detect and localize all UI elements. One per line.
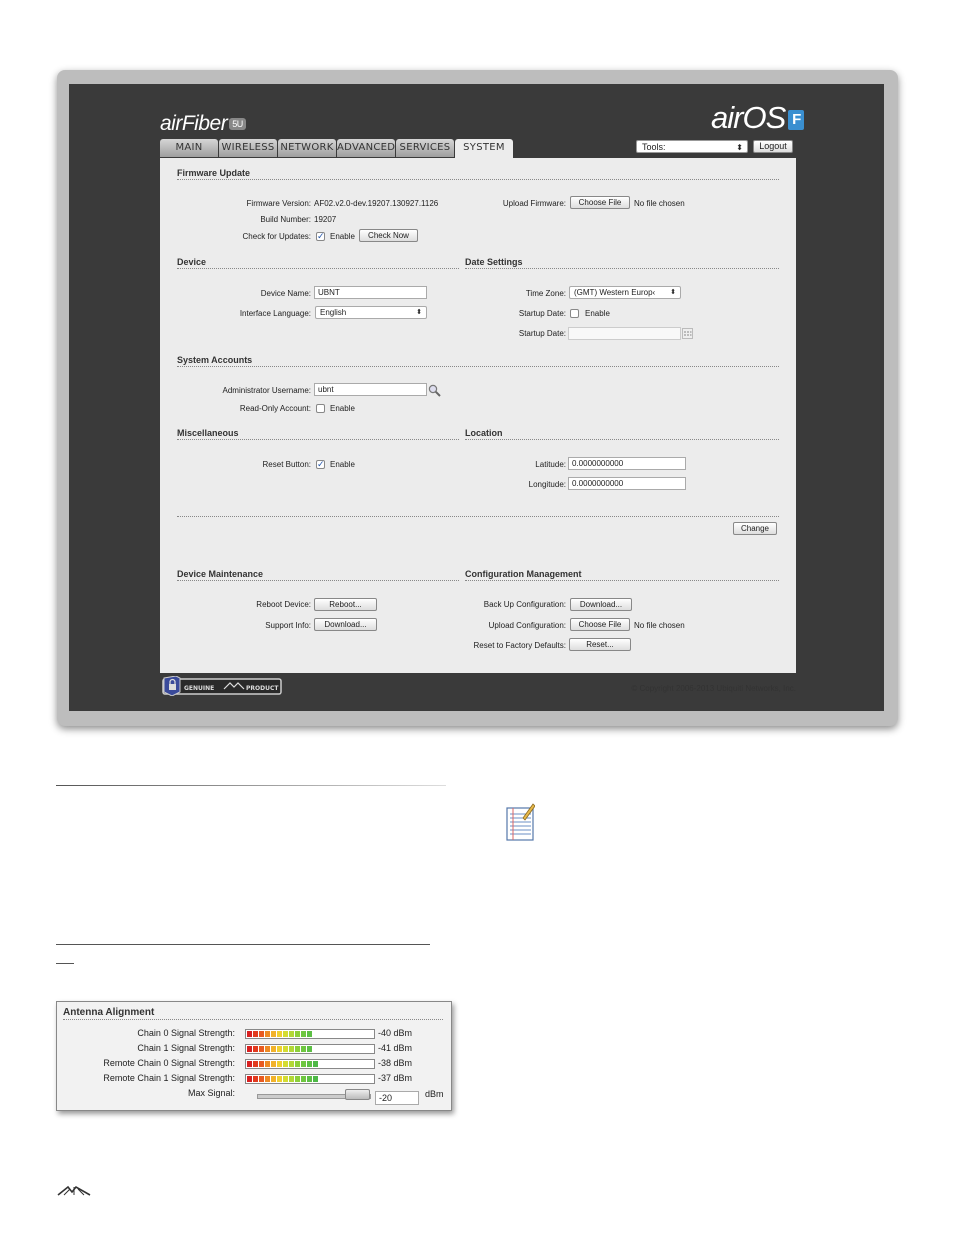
meter-segment xyxy=(265,1046,270,1052)
meter-segment xyxy=(319,1046,324,1052)
meter-segment xyxy=(253,1061,258,1067)
remote-chain0-signal-meter xyxy=(245,1059,375,1069)
meter-segment xyxy=(289,1061,294,1067)
meter-segment xyxy=(307,1061,312,1067)
tab-system[interactable]: SYSTEM xyxy=(455,139,513,158)
select-arrows-icon: ⬍ xyxy=(670,289,676,296)
meter-segment xyxy=(325,1061,330,1067)
chain1-signal-value: -41 dBm xyxy=(378,1043,413,1053)
check-updates-enable-label: Enable xyxy=(330,232,355,241)
antenna-alignment-title: Antenna Alignment xyxy=(63,1007,155,1018)
max-signal-unit: dBm xyxy=(425,1089,444,1099)
remote-chain1-signal-label: Remote Chain 1 Signal Strength: xyxy=(103,1073,235,1083)
meter-segment xyxy=(271,1076,276,1082)
startup-date-checkbox[interactable] xyxy=(570,309,579,318)
remote-chain1-signal-value: -37 dBm xyxy=(378,1073,413,1083)
divider xyxy=(465,439,779,440)
check-now-button[interactable]: Check Now xyxy=(359,229,418,242)
meter-segment xyxy=(301,1031,306,1037)
meter-segment xyxy=(301,1076,306,1082)
factory-reset-label: Reset to Factory Defaults: xyxy=(473,641,566,650)
genuine-product-badge xyxy=(162,676,282,696)
chain1-signal-label: Chain 1 Signal Strength: xyxy=(137,1043,235,1053)
factory-reset-button[interactable]: Reset... xyxy=(569,638,631,651)
divider xyxy=(465,268,779,269)
backup-config-download-button[interactable]: Download... xyxy=(570,598,632,611)
airos-logo: airOS F xyxy=(711,100,804,136)
longitude-input[interactable]: 0.0000000000 xyxy=(568,477,686,490)
meter-segment xyxy=(295,1061,300,1067)
remote-chain0-signal-value: -38 dBm xyxy=(378,1058,413,1068)
meter-segment xyxy=(325,1046,330,1052)
max-signal-input[interactable]: -20 xyxy=(375,1091,419,1105)
meter-segment xyxy=(313,1076,318,1082)
remote-chain1-signal-meter xyxy=(245,1074,375,1084)
reset-button-checkbox[interactable]: ✓ xyxy=(317,459,325,469)
meter-segment xyxy=(289,1031,294,1037)
check-updates-label: Check for Updates: xyxy=(242,232,311,241)
copyright-text: © Copyright 2006-2013 Ubiquiti Networks, Inc. xyxy=(631,684,796,693)
startup-date-enable-text: Enable xyxy=(585,309,610,318)
divider xyxy=(177,439,459,440)
upload-firmware-label: Upload Firmware: xyxy=(502,199,566,208)
meter-segment xyxy=(289,1046,294,1052)
meter-segment xyxy=(289,1076,294,1082)
airfiber-logo: airFiber 5U xyxy=(160,112,246,136)
meter-segment xyxy=(325,1031,330,1037)
max-signal-label: Max Signal: xyxy=(187,1088,235,1098)
interface-language-label: Interface Language: xyxy=(239,309,311,318)
build-number-label: Build Number: xyxy=(260,215,311,224)
longitude-label: Longitude: xyxy=(528,480,566,489)
meter-segment xyxy=(319,1031,324,1037)
device-name-input[interactable]: UBNT xyxy=(314,286,427,299)
check-updates-checkbox[interactable]: ✓ xyxy=(317,231,325,241)
select-arrows-icon: ⬍ xyxy=(736,143,743,152)
time-zone-label: Time Zone: xyxy=(525,289,566,298)
chain1-signal-meter xyxy=(245,1044,375,1054)
meter-segment xyxy=(295,1076,300,1082)
chain0-signal-label: Chain 0 Signal Strength: xyxy=(137,1028,235,1038)
heading-rule xyxy=(56,963,74,964)
meter-segment xyxy=(325,1076,330,1082)
heading-rule xyxy=(56,785,446,786)
tab-network[interactable]: NETWORK xyxy=(278,139,336,157)
meter-segment xyxy=(271,1031,276,1037)
section-title-accounts: System Accounts xyxy=(177,355,253,365)
section-title-firmware: Firmware Update xyxy=(177,168,251,178)
support-info-label: Support Info: xyxy=(265,621,311,630)
meter-segment xyxy=(259,1061,264,1067)
upload-config-label: Upload Configuration: xyxy=(488,621,566,630)
divider xyxy=(465,580,779,581)
section-title-config: Configuration Management xyxy=(465,569,582,579)
read-only-enable-text: Enable xyxy=(330,404,355,413)
meter-segment xyxy=(247,1076,252,1082)
main-tabs xyxy=(160,139,514,158)
meter-segment xyxy=(247,1061,252,1067)
section-title-location: Location xyxy=(465,428,503,438)
startup-date-input[interactable] xyxy=(568,327,681,340)
meter-segment xyxy=(313,1061,318,1067)
section-title-maintenance: Device Maintenance xyxy=(177,569,264,579)
meter-segment xyxy=(253,1031,258,1037)
chain0-signal-meter xyxy=(245,1029,375,1039)
divider xyxy=(177,268,459,269)
interface-language-select[interactable]: English ⬍ xyxy=(315,306,427,319)
read-only-account-checkbox[interactable] xyxy=(316,404,325,413)
meter-segment xyxy=(295,1046,300,1052)
meter-segment xyxy=(271,1061,276,1067)
product-label: PRODUCT xyxy=(246,685,279,692)
meter-segment xyxy=(301,1061,306,1067)
note-icon xyxy=(503,802,535,842)
firmware-file-status: No file chosen xyxy=(634,199,685,208)
meter-segment xyxy=(253,1076,258,1082)
read-only-account-label: Read-Only Account: xyxy=(239,404,311,413)
chain0-signal-value: -40 dBm xyxy=(378,1028,413,1038)
section-title-device: Device xyxy=(177,257,207,267)
meter-segment xyxy=(283,1031,288,1037)
meter-segment xyxy=(271,1046,276,1052)
backup-config-label: Back Up Configuration: xyxy=(483,600,566,609)
meter-segment xyxy=(313,1046,318,1052)
latitude-label: Latitude: xyxy=(535,460,566,469)
antenna-alignment-panel xyxy=(56,1001,452,1111)
meter-segment xyxy=(277,1061,282,1067)
meter-segment xyxy=(307,1031,312,1037)
genuine-label: GENUINE xyxy=(184,685,215,692)
meter-segment xyxy=(319,1076,324,1082)
tab-advanced[interactable]: ADVANCED xyxy=(337,139,395,157)
divider xyxy=(63,1019,443,1020)
calendar-icon[interactable] xyxy=(682,328,693,339)
meter-segment xyxy=(283,1061,288,1067)
change-button[interactable]: Change xyxy=(733,522,777,535)
startup-date-label: Startup Date: xyxy=(518,329,566,338)
tab-wireless[interactable]: WIRELESS xyxy=(219,139,277,157)
admin-username-input[interactable]: ubnt xyxy=(314,383,427,396)
meter-segment xyxy=(265,1031,270,1037)
meter-segment xyxy=(259,1076,264,1082)
magnifier-icon[interactable] xyxy=(428,384,441,397)
meter-segment xyxy=(307,1046,312,1052)
device-name-label: Device Name: xyxy=(260,289,311,298)
meter-segment xyxy=(277,1046,282,1052)
meter-segment xyxy=(307,1076,312,1082)
build-number-value: 19207 xyxy=(314,215,337,224)
meter-segment xyxy=(247,1031,252,1037)
meter-segment xyxy=(277,1031,282,1037)
time-zone-select[interactable]: (GMT) Western Europ‹ ⬍ xyxy=(569,286,681,299)
firmware-version-value: AF02.v2.0-dev.19207.130927.1126 xyxy=(314,199,439,208)
max-signal-slider-handle[interactable] xyxy=(345,1089,370,1100)
choose-firmware-file-button[interactable]: Choose File xyxy=(570,196,630,209)
reboot-device-label: Reboot Device: xyxy=(256,600,311,609)
tab-services[interactable]: SERVICES xyxy=(396,139,454,157)
tab-main[interactable]: MAIN xyxy=(160,139,218,157)
heading-rule xyxy=(56,944,430,945)
reboot-button[interactable]: Reboot... xyxy=(314,598,377,611)
meter-segment xyxy=(253,1046,258,1052)
meter-segment xyxy=(319,1061,324,1067)
meter-segment xyxy=(283,1076,288,1082)
meter-segment xyxy=(301,1046,306,1052)
meter-segment xyxy=(295,1031,300,1037)
meter-segment xyxy=(283,1046,288,1052)
tools-select[interactable]: Tools: ⬍ xyxy=(636,140,748,153)
select-arrows-icon: ⬍ xyxy=(416,309,422,316)
meter-segment xyxy=(259,1031,264,1037)
meter-segment xyxy=(313,1031,318,1037)
reset-button-enable-text: Enable xyxy=(330,460,355,469)
config-file-status: No file chosen xyxy=(634,621,685,630)
logout-button[interactable]: Logout xyxy=(753,140,793,153)
divider xyxy=(177,179,779,180)
divider xyxy=(177,580,459,581)
divider xyxy=(177,516,779,517)
latitude-input[interactable]: 0.0000000000 xyxy=(568,457,686,470)
meter-segment xyxy=(247,1046,252,1052)
divider xyxy=(177,366,779,367)
remote-chain0-signal-label: Remote Chain 0 Signal Strength: xyxy=(103,1058,235,1068)
section-title-date: Date Settings xyxy=(465,257,523,267)
startup-date-enable-label: Startup Date: xyxy=(518,309,566,318)
meter-segment xyxy=(265,1076,270,1082)
firmware-version-label: Firmware Version: xyxy=(246,199,311,208)
support-info-download-button[interactable]: Download... xyxy=(314,618,377,631)
meter-segment xyxy=(277,1076,282,1082)
admin-username-label: Administrator Username: xyxy=(222,386,311,395)
meter-segment xyxy=(265,1061,270,1067)
reset-button-label: Reset Button: xyxy=(262,460,311,469)
section-title-misc: Miscellaneous xyxy=(177,428,239,438)
ubiquiti-logo xyxy=(56,1183,92,1199)
choose-config-file-button[interactable]: Choose File xyxy=(570,618,630,631)
meter-segment xyxy=(259,1046,264,1052)
